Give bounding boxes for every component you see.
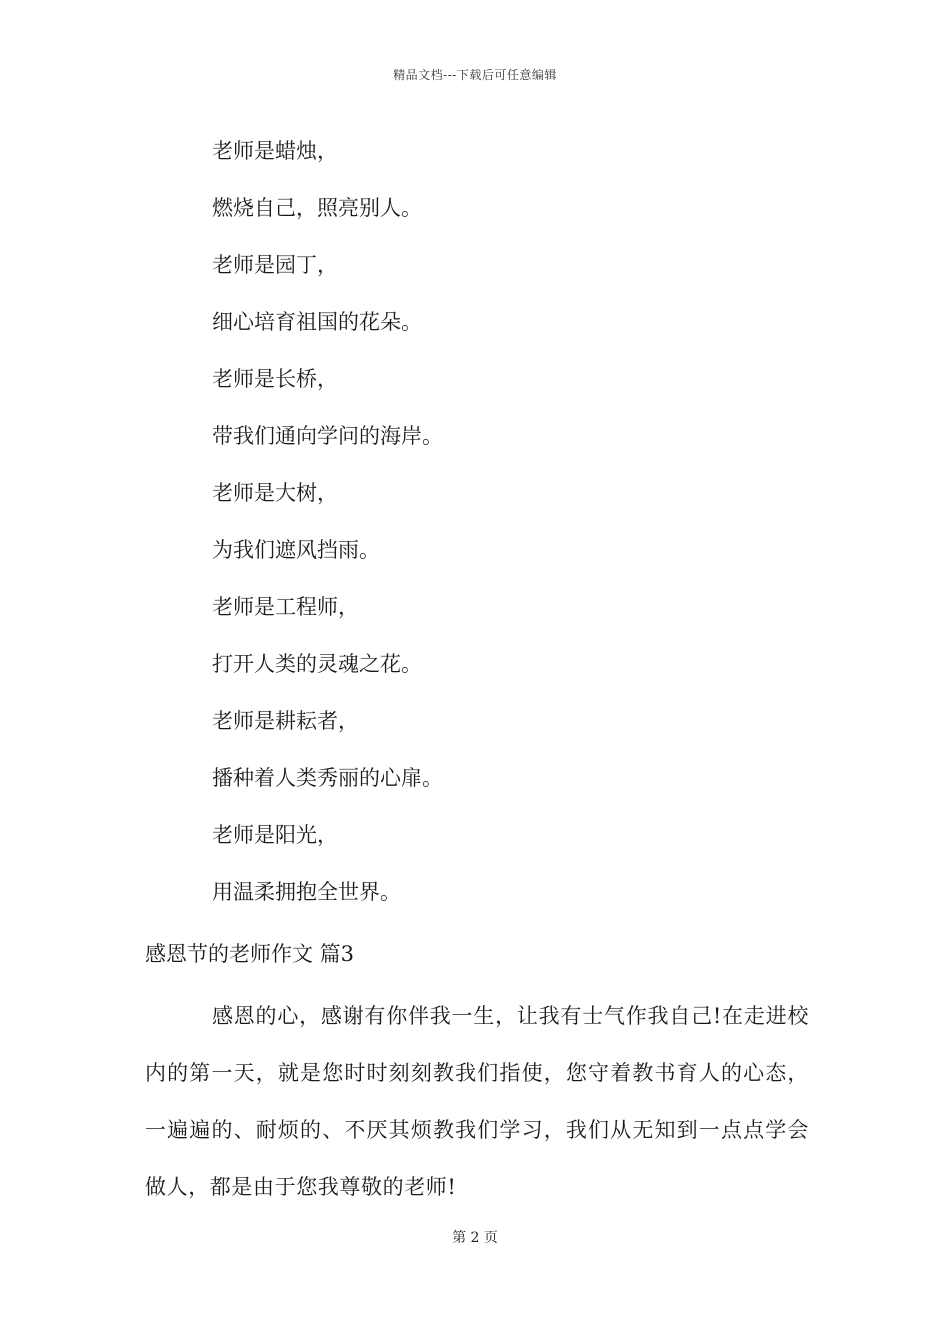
section-title: 感恩节的老师作文 篇3 [145, 942, 355, 966]
poem-line: 打开人类的灵魂之花。 [212, 652, 422, 676]
poem-line: 为我们遮风挡雨。 [212, 538, 380, 562]
poem-line: 老师是阳光， [212, 823, 338, 847]
poem-line: 老师是大树， [212, 481, 338, 505]
poem-block [212, 134, 832, 932]
poem-line: 老师是工程师， [212, 595, 359, 619]
poem-line: 播种着人类秀丽的心扉。 [212, 766, 443, 790]
body-paragraph: 感恩的心，感谢有你伴我一生，让我有士气作我自己!在走进校内的第一天，就是您时时刻刻教我们指使，您守着教书育人的心态，一遍遍的、耐烦的、不厌其烦教我们学习，我们从无知到一点点学会做人，都是由于您我尊敬的老师! [145, 1004, 809, 1199]
poem-line: 细心培育祖国的花朵。 [212, 310, 422, 334]
page-number: 第 2 页 [452, 1230, 498, 1246]
page-header: 精品文档---下载后可任意编辑 [393, 68, 557, 82]
poem-line: 燃烧自己，照亮别人。 [212, 196, 422, 220]
poem-line: 带我们通向学问的海岸。 [212, 424, 443, 448]
poem-line: 老师是长桥， [212, 367, 338, 391]
poem-line: 老师是蜡烛， [212, 139, 338, 163]
poem-line: 用温柔拥抱全世界。 [212, 880, 401, 904]
poem-line: 老师是园丁， [212, 253, 338, 277]
poem-line: 老师是耕耘者， [212, 709, 359, 733]
